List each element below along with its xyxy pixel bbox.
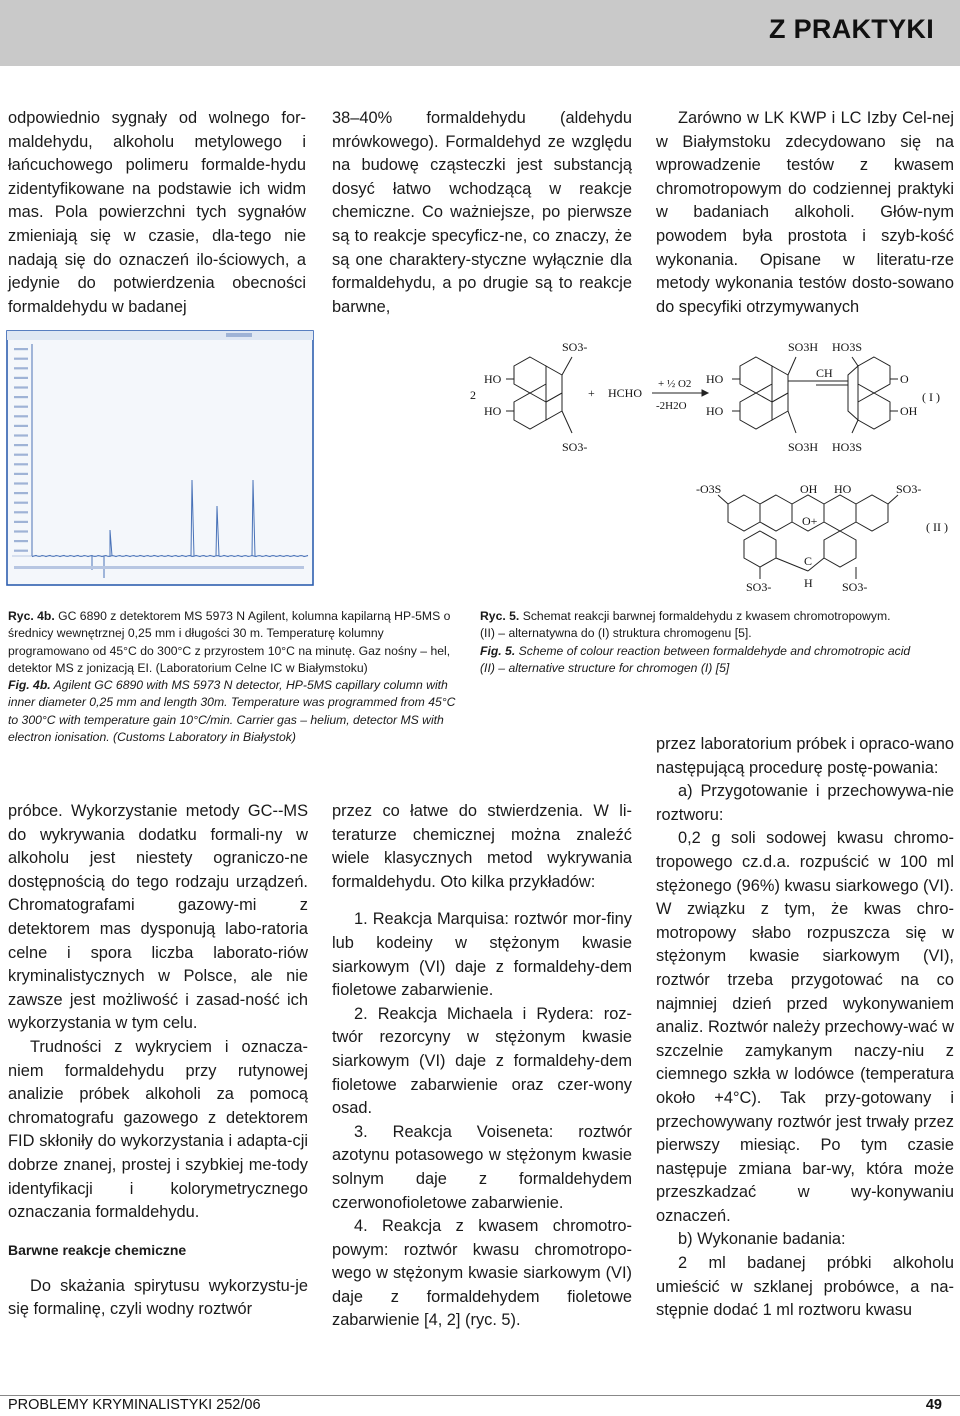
y-tick-label [14,377,28,379]
y-tick-label [14,425,28,427]
label-arrow-bottom: -2H2O [656,400,687,412]
caption-en-2: (II) – alternative structure for chromogen (I) [5] [480,660,730,675]
chromatogram-figure [6,330,314,586]
paragraph: Trudności z wykryciem i oznacza-niem formaldehydu przy rutynowej analizie próbek alkoholi za pomocą chromatografu gazowego z detektorem FID skłoniły do wykorzystania i adapta-cji dobrze znanej, prostej i szybkiej me-tody identyfikacji i kolorymetrycznego oznaczania formaldehydu. [8,1037,308,1222]
paragraph: przez co łatwe do stwierdzenia. W li-teraturze chemicznej można znaleźć wiele klasycznych metod wykrywania formaldehydu. Oto kilka przykładów: [332,802,632,891]
paragraph: 38–40% formaldehydu (aldehydu mrówkowego). Formaldehyd ze względu na budowę cząsteczki jest substancją dosyć łatwo wchodzącą w reakcje chemiczne. Co ważniejsze, po pierwsze są to reakcje specyficz-ne, co znaczy, że są one charaktery-styczne wyłącznie dla formaldehydu, a po drugie są to reakcje barwne, [332,109,632,316]
list-item: 3. Reakcja Voiseneta: roztwór azotynu potasowego w stężonym kwasie solnym daje z formaldehydem czerwonofioletowe zabarwienie. [332,1122,632,1212]
paragraph: próbce. Wykorzystanie metody GC--MS do wykrywania dodatku formali-ny w alkoholu jest niestety ograniczo-ne dostępnością do tego rodzaju urządzeń. Chromatografami gazowy-mi z detektorem mas dysponują labo-ratoria celne i spora liczba laborato-riów kryminalistycznych w Polsce, ale nie zawsze jest możliwość i zasad-ność ich wykorzystania w tym celu. [8,802,308,1033]
y-tick-label [14,396,28,398]
y-tick-label [14,348,28,350]
reactant-ring-right-top [546,366,562,402]
text-column-2-bottom [332,800,632,1333]
paragraph: 0,2 g soli sodowej kwasu chromo-tropowego cz.d.a. rozpuścić w 100 ml stężonego (96%) kwasu siarkowego (VI). W związku z tym, że kwas chro-motropowy słabo rozpuszcza się w stężonym kwasie siarkowym (VI), roztwór trzeba przygotować na co najmniej dzień przed wykonywaniem analiz. Roztwór należy przechowy-wać w szczelnie zamykanym naczy-niu z ciemnego szkła w lodówce (temperatura około +4°C). Tak przy-gotowany i przechowywany roztwór jest trwały przez pierwszy miesiąc. Po tym czasie następuje zmiana bar-wy, która może przeszkadzać w wy-konywaniu oznaczeń. [656,829,954,1225]
text-column-3-top [656,107,954,319]
list-item: 1. Reakcja Marquisa: roztwór mor-finy lub kodeiny w stężonym kwasie siarkowym (VI) daje z formaldehy-dem fioletowe zabarwienie. [332,910,632,1000]
caption-text: Agilent GC 6890 with MS 5973 N detector, HP-5MS capillary column with inner diameter 0,25 mm and length 30m. Temperature was programmed from 45°C to 300°C with temperature gain 10°C/min. Carrier gas – helium, detector MS with electron ionisation. (Customs Laboratory in Białystok) [8,678,456,745]
paragraph: Do skażania spirytusu wykorzystu-je się formalinę, czyli wodny roztwór [8,1276,308,1319]
label-ho-ii: HO [834,482,852,496]
page-number: 49 [925,1397,942,1413]
chromatogram-frame [7,331,313,585]
footer-rule [0,1395,960,1396]
y-tick-label [14,444,28,446]
label-plus: + [588,386,595,400]
label-ho3s-bottom: HO3S [832,440,863,454]
label-coefficient: 2 [470,388,476,402]
caption-label: Fig. 5. [480,643,516,658]
y-tick-label [14,358,28,360]
text-column-1-top [8,107,306,319]
label-ho-product-1: HO [706,372,724,386]
label-so3-ii-bottom-left: SO3- [746,580,772,594]
reactant-ring-right-bottom [546,393,562,420]
text-column-3-bottom [656,733,954,1323]
paragraph: 2 ml badanej próbki alkoholu umieścić w szklanej probówce, a na-stępnie dodać 1 ml roztworu kwasu [656,1254,954,1320]
chromatogram-titlebar [7,331,313,340]
caption-pl [8,608,460,677]
label-ho-reactant-1: HO [484,372,502,386]
y-tick-label [14,502,28,504]
caption-label: Fig. 4b. [8,678,51,693]
y-tick-label [14,406,28,408]
y-tick-label [14,367,28,369]
paragraph: Zarówno w LK KWP i LC Izby Cel-nej w Białymstoku zdecydowano się na wprowadzenie testów z kwasem chromotropowym do codziennej praktyki w badaniach alkoholi. Głów-nym powodem była prostota i szyb-kość wykonania. Opisane w literatu-rze metody wykonania testów dosto-sowano do specyfiki otrzymywanych [656,109,954,316]
y-tick-label [14,540,28,542]
paragraph: przez laboratorium próbek i opraco-wano następującą procedurę postę-powania: [656,735,954,777]
section-heading: Barwne reakcje chemiczne [8,1241,187,1258]
label-so3h-bottom: SO3H [788,440,819,454]
section-title: Z PRAKTYKI [769,14,934,44]
reactant-ring-top [514,357,546,393]
y-tick-label [14,550,28,552]
label-so3-bottom-reactant: SO3- [562,440,588,454]
label-hcho: HCHO [608,386,643,400]
label-so3-ii-bottom-right: SO3- [842,580,868,594]
caption-en [480,643,950,660]
page-header [0,0,960,66]
y-tick-label [14,434,28,436]
text-column-1-bottom [8,800,308,1322]
subheading: b) Wykonanie badania: [678,1230,846,1249]
list-item: 4. Reakcja z kwasem chromotro-powym: roztwór kwasu chromotropo-wego w stężonym kwasie siarkowym (VI) daje z formaldehydem fioletowe zabarwienie [4, 2] (ryc. 5). [332,1217,632,1330]
label-ch: CH [816,366,833,380]
caption-label: Ryc. 4b. [8,609,55,623]
caption-text: GC 6890 z detektorem MS 5973 N Agilent, kolumna kapilarną HP-5MS o średnicy wewnętrznej 0,25 mm i długości 30 m. Temperaturę kolumny programowano od 45°C do 300°C z przyrostem 10°C na minutę. Gaz nośny – hel, detektor MS z jonizacją EI. (Laboratorium Celne IC w Białymstoku) [8,609,451,675]
label-ho3s-top: HO3S [832,340,863,354]
list-item: 2. Reakcja Michaela i Rydera: roz-twór rezorcyny w stężonym kwasie siarkowym (VI) daje z formaldehy-dem fioletowe zabarwienie oraz czer-wony osad. [332,1004,632,1118]
y-tick-label [14,473,28,475]
y-tick-label [14,454,28,456]
label-so3-ii: SO3- [896,482,922,496]
figure-5-caption [480,608,950,677]
figure-4-caption [8,608,460,746]
y-tick-label [14,511,28,513]
y-tick-label [14,482,28,484]
y-tick-label [14,521,28,523]
x-tick-strip [14,566,304,569]
label-roman-2: ( II ) [926,520,948,534]
y-tick-label [14,386,28,388]
label-h: H [804,576,813,590]
chromatogram-title-block [226,333,252,337]
label-minus-o3s: -O3S [696,482,722,496]
paragraph: odpowiednio sygnały od wolnego for-maldehydu, alkoholu metylowego i łańcuchowego polimeru formalde-hydu zidentyfikowane na podstawie ich widm mas. Pola powierzchni tych sygnałów zmieniają się w czasie, dla-tego nie nadają się do oznaczeń ilo-ściowych, a jedynie do potwierdzenia obecności formaldehydu w badanej [8,109,306,316]
label-o: O [900,372,909,386]
caption-text: Schemat reakcji barwnej formaldehydu z kwasem chromotropowym. [522,609,891,623]
caption-en [8,677,460,746]
label-roman-1: ( I ) [922,390,940,404]
label-so3h-top: SO3H [788,340,819,354]
caption-pl [480,608,950,625]
journal-name: PROBLEMY KRYMINALISTYKI 252/06 [8,1397,261,1413]
text-column-2-top [332,107,632,319]
label-arrow-top: + ½ O2 [658,378,692,390]
subheading: a) Przygotowanie i przechowywa-nie roztworu: [656,782,954,824]
y-tick-label [14,463,28,465]
caption-text: Scheme of colour reaction between formaldehyde and chromotropic acid [518,643,911,658]
chromotropic-reaction-scheme [470,335,958,597]
y-tick-label [14,530,28,532]
label-o-plus: O+ [802,514,818,528]
y-tick-label [14,415,28,417]
label-ho-reactant-2: HO [484,404,502,418]
reactant-ring-bottom [514,393,546,429]
caption-label: Ryc. 5. [480,609,520,623]
caption-pl-2: (II) – alternatywna do (I) struktura chromogenu [5]. [480,626,752,641]
label-oh-ii: OH [800,482,818,496]
label-ho-product-2: HO [706,404,724,418]
y-tick-label [14,492,28,494]
label-oh: OH [900,404,918,418]
label-c: C [804,554,813,568]
label-so3-top-reactant: SO3- [562,340,588,354]
chromatogram-x-ticks [14,566,304,569]
